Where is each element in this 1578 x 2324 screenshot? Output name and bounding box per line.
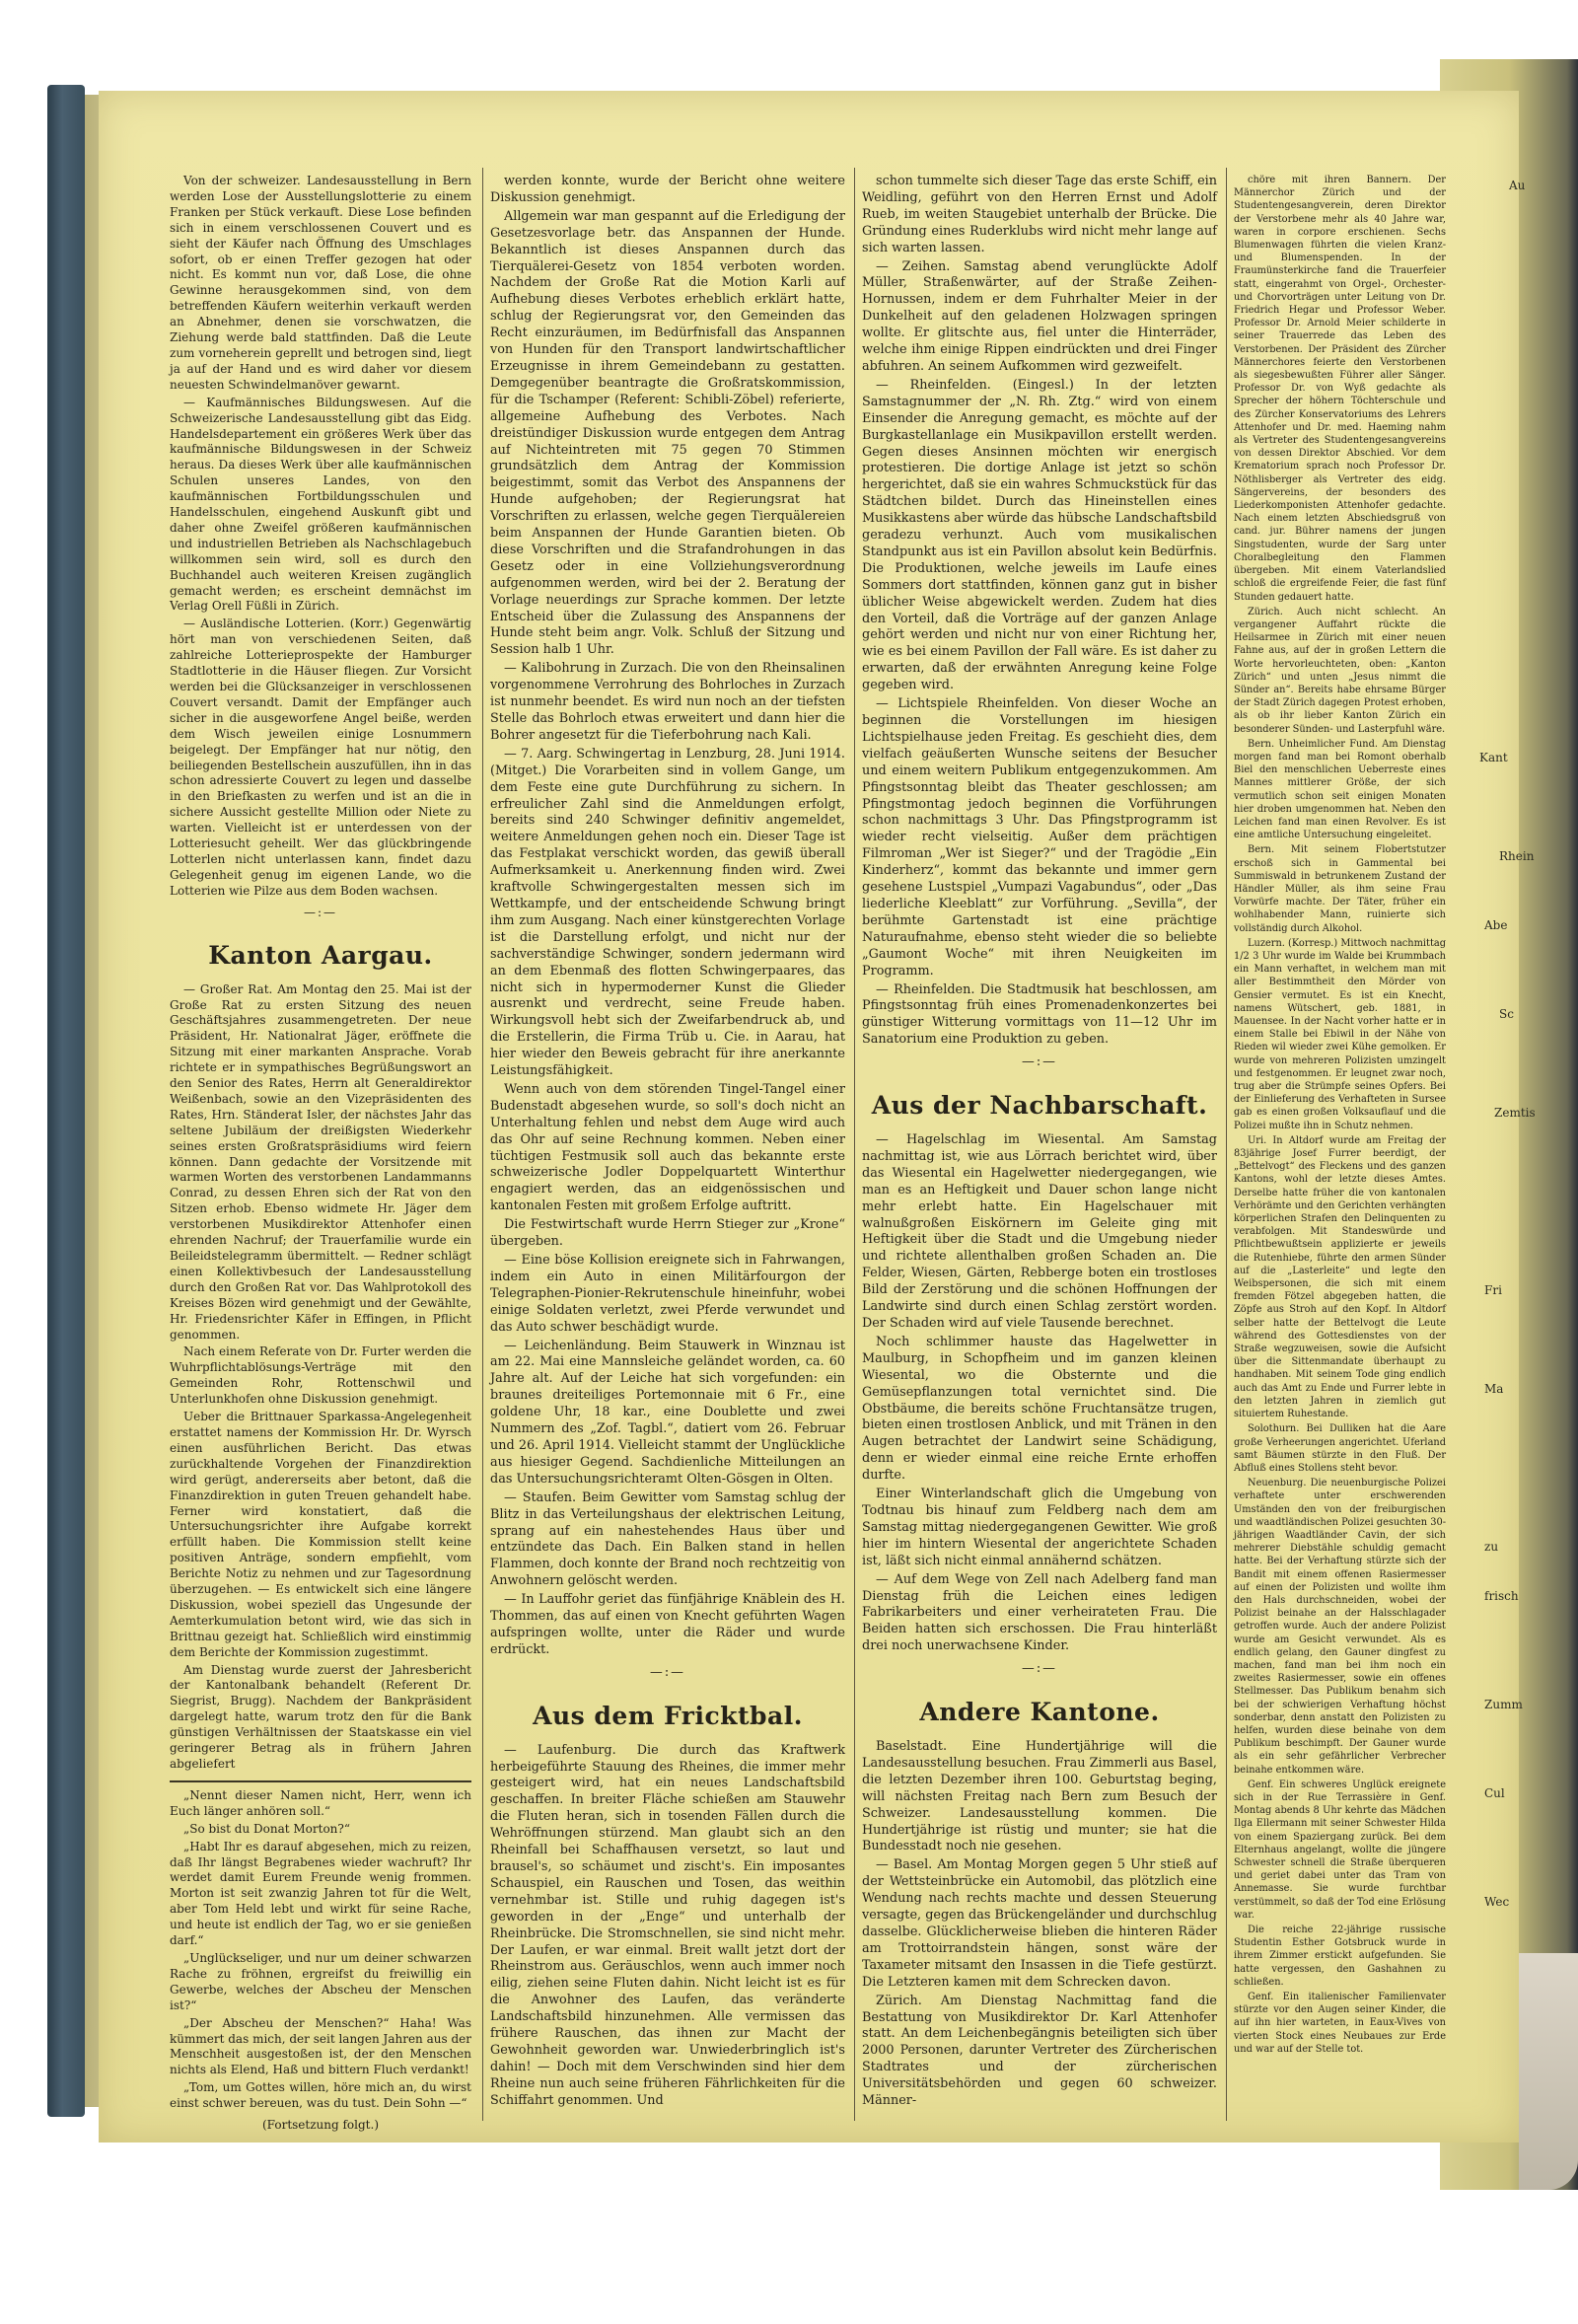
article-paragraph: Uri. In Altdorf wurde am Freitag der 83jährige Josef Furrer beerdigt, der „Bettelvogt“ des Fleckens und des ganzen Kantons, wohl der letzte dieses Amtes. Derselbe hatte früher die von kantonalen Verhörämte und den Gerichten verhängten körperlichen Strafen den Delinquenten zu verabfolgen. Mit Standeswürde und Pflichtbewußtsein applizierte er jeweils die Rutenhiebe, führte den armen Sünder auf die „Lasterleite“ und legte den Weibspersonen, die sich mit einem fremden Fötzel abgegeben hatten, die Zöpfe aus Stroh auf den Kopf. In Altdorf selber hatte der Bettelvogt die Leute während des Gottesdienstes von der Straße wegzuweisen, sowie die Aufsicht über die Sittenmandate überhaupt zu handhaben. Mit seinem Tode ging endlich auch das Amt zu Ende und Furrer lebte in den letzten Jahren in ziemlich gut situiertem Ruhestande. bbox=[1234, 1134, 1446, 1420]
separator: —:— bbox=[1022, 1661, 1057, 1677]
article-paragraph: — Ausländische Lotterien. (Korr.) Gegenwärtig hört man von verschiedenen Seiten, daß zahlreiche Lotterieprospekte der Hamburger Stadtlotterie in die Häuser fliegen. Zur Vorsicht werden bei die Glücksanzeiger in verschlossenen Couvert versandt. Damit der Empfänger auch sicher in die ausgeworfene Angel beiße, werden dem Wisch jeweilen einige Losnummern beigelegt. Der Empfänger hat nur nötig, den beiliegenden Bestellschein auszufüllen, ihn in das schon adressierte Couvert zu legen und dasselbe in den Briefkasten zu werfen und ist an die in sichere Aussicht gestellte Million oder Niete zu warten. Vielleicht ist er unterdessen von der Lotteriesucht geheilt. Wer das glückbringende Lotterlen nicht unterlassen kann, findet dazu Gelegenheit genug im eigenen Lande, wo die Lotterien wie Pilze aus dem Boden wachsen. bbox=[170, 617, 471, 898]
separator: —:— bbox=[650, 1664, 685, 1680]
article-paragraph: — Leichenländung. Beim Stauwerk in Winznau ist am 22. Mai eine Mannsleiche geländet worden, ca. 60 Jahre alt. Auf der Leiche hat sich vorgefunden: ein braunes dreiteiliges Portemonnaie mit 6 Fr., eine goldene Uhr, 18 kar., eine Doublette und zwei Nummern des „Zof. Tagbl.“, datiert vom 26. Februar und 26. April 1914. Vielleicht stammt der Unglückliche aus hiesiger Gegend. Sachdienliche Mitteilungen an das Untersuchungsrichteramt Olten-Gösgen in Olten. bbox=[490, 1338, 845, 1487]
facing-page-fragment: Ma bbox=[1484, 1382, 1504, 1396]
column-3 bbox=[862, 174, 1217, 2112]
article-paragraph: Neuenburg. Die neuenburgische Polizei verhaftete unter erschwerenden Umständen den von der freiburgischen und waadtländischen Polizei gesuchten 30-jährigen Waadtländer Cavin, der sich mehrerer Diebstähle schuldig gemacht hatte. Bei der Verhaftung stürzte sich der Bandit mit einem offenen Rasiermesser auf einen der Polizisten und wollte ihm den Hals durchschneiden, wobei der Polizist beinahe an der Halsschlagader getroffen wurde. Auch der andere Polizist wurde am Gesicht verwundet. Als es endlich gelang, den Gauner dingfest zu machen, fand man bei ihm noch ein zweites Rasiermesser, sowie ein offenes Stellmesser. Das Publikum benahm sich bei der schwierigen Verhaftung höchst sonderbar, denn anstatt den Polizisten zu helfen, wurden diese beinahe von dem Publikum beschimpft. Der Gauner wurde als ein sehr gefährlicher Verbrecher beinahe entkommen wäre. bbox=[1234, 1478, 1446, 1776]
article-paragraph: Wenn auch von dem störenden Tingel-Tangel einer Budenstadt abgesehen wurde, so soll's doch nicht an Unterhaltung fehlen und nebst dem Auge wird auch das Ohr auf seine Rechnung kommen. Neben einer tüchtigen Festmusik soll auch das bekannte erste schweizerische Jodler Doppelquartett Winterthur engagiert werden, das an eidgenössischen und kantonalen Festen mit großem Erfolge auftritt. bbox=[490, 1081, 845, 1214]
separator: —:— bbox=[1022, 1054, 1057, 1070]
article-paragraph: — Laufenburg. Die durch das Kraftwerk herbeigeführte Stauung des Rheines, die immer mehr gesteigert wird, hat ein neues Landschaftsbild geschaffen. In breiter Fläche schießen am Stauwehr die Fluten heran, sich in tosenden Fällen durch die Wehröffnungen stürzend. Man glaubt sich an den Rheinfall bei Schaffhausen versetzt, so laut und brausel's, so schäumet und zischt's. Ein imposantes Schauspiel, ein Rauschen und Tosen, das weithin vernehmbar ist. Stille und ruhig dagegen ist's geworden in der „Enge“ und unterhalb der Rheinbrücke. Die Stromschnellen, sie sind nicht mehr. Der Laufen, er war einmal. Breit wallt jetzt dort der Rheinstrom aus. Geräuschlos, wenn auch immer noch eilig, ziehen seine Fluten dahin. Nicht leicht ist es für die Anwohner des Laufen, das veränderte Landschaftsbild hinzunehmen. Alle vermissen das frühere Rauschen, das ihnen zur Macht der Gewohnheit geworden war. Unwiederbringlich ist's dahin! — Doch mit dem Verschwinden sind hier dem Rheine nun auch seine früheren Fährlichkeiten für die Schiffahrt genommen. Und bbox=[490, 1742, 845, 2108]
article-paragraph: — Großer Rat. Am Montag den 25. Mai ist der Große Rat zu ersten Sitzung des neuen Geschäftsjahres zusammengetreten. Der neue Präsident, Hr. Nationalrat Jäger, eröffnete die Sitzung mit einer markanten Ansprache. Vorab richtete er in sympathisches Begrüßungswort an den Senior des Rates, Herrn alt Generaldirektor Weißenbach, sowie an den Vizepräsidenten des Rates, Hrn. Ständerat Isler, der nächstes Jahr das seltene Jubiläum der dreißigsten Wiederkehr seines ersten Großratspräsidiums wird feiern können. Dann gedachte der Vorsitzende mit warmen Worten des verstorbenen Landammanns Conrad, zu dessen Ehren sich der Rat von den Sitzen erhob. Ebenso widmete Hr. Jäger dem verstorbenen Musikdirektor Attenhofer einen ehrenden Nachruf; der Trauerfamilie wurde ein Beileidstelegramm übermittelt. — Redner schlägt einen Kollektivbesuch der Landesausstellung durch den Großen Rat vor. Das Wahlprotokoll des Kreises Bözen wird genehmigt und der Gewählte, Hr. Friedensrichter Käfer in Effingen, in Pflicht genommen. bbox=[170, 981, 471, 1342]
article-paragraph: werden konnte, wurde der Bericht ohne weitere Diskussion genehmigt. bbox=[490, 174, 845, 205]
feuilleton-paragraph: „Der Abscheu der Menschen?“ Haha! Was kümmert das mich, der seit langen Jahren aus der Menschheit ausgestoßen ist, der den Menschen nichts als Elend, Haß und bittern Fluch verdankt! bbox=[170, 2015, 471, 2077]
column-rule-3 bbox=[1226, 168, 1227, 2121]
article-paragraph: Solothurn. Bei Dulliken hat die Aare große Verheerungen angerichtet. Uferland samt Bäumen stürzte in den Fluß. Der Abfluß eines Stollens steht bevor. bbox=[1234, 1423, 1446, 1474]
column-2 bbox=[490, 174, 845, 2112]
article-paragraph: Nach einem Referate von Dr. Furter werden die Wuhrpflichtablösungs-Verträge mit den Gemeinden Rohr, Rottenschwil und Unterlunkhofen ohne Diskussion genehmigt. bbox=[170, 1344, 471, 1407]
article-paragraph: Genf. Ein schweres Unglück ereignete sich in der Rue Terrassière in Genf. Montag abends 8 Uhr kehrte das Mädchen Ilga Ellermann mit seiner Schwester Hilda von einem Spaziergang zurück. Bei dem Elternhaus angelangt, wollte die jüngere Schwester schnell die Straße überqueren und geriet dabei unter das Tram von Annemasse. Sie wurde furchtbar verstümmelt, so daß der Tod eine Erlösung war. bbox=[1234, 1779, 1446, 1921]
book-binding bbox=[47, 85, 85, 2117]
facing-page-fragment: Cul bbox=[1484, 1786, 1505, 1800]
article-paragraph: Die Festwirtschaft wurde Herrn Stieger zur „Krone“ übergeben. bbox=[490, 1217, 845, 1250]
article-paragraph: Zürich. Am Dienstag Nachmittag fand die Bestattung von Musikdirektor Dr. Karl Attenhofer statt. An dem Leichenbegängnis beteiligten sich über 2000 Personen, darunter Vertreter des Zürcherischen Stadtrates und der zürcherischen Universitätsbehörden und gegen 60 schweizer. Männer- bbox=[862, 1993, 1217, 2109]
feuilleton-paragraph: „Tom, um Gottes willen, höre mich an, du wirst einst schwer bereuen, was du tust. Dein Sohn —“ bbox=[170, 2080, 471, 2111]
column-1 bbox=[170, 174, 471, 2134]
article-paragraph: — Rheinfelden. Die Stadtmusik hat beschlossen, am Pfingstsonntag früh eines Promenadenkonzertes bei günstiger Witterung vormittags von 11—12 Uhr im Sanatorium eine Produktion zu geben. bbox=[862, 981, 1217, 1048]
facing-page-fragment: zu bbox=[1484, 1540, 1499, 1554]
facing-page-fragment: Zumm bbox=[1484, 1698, 1523, 1711]
page-curl bbox=[1519, 1953, 1578, 2190]
facing-page-fragment: Kant bbox=[1479, 751, 1508, 764]
continued-note: (Fortsetzung folgt.) bbox=[262, 2118, 379, 2133]
article-paragraph: Noch schlimmer hauste das Hagelwetter in Maulburg, in Schopfheim und im ganzen kleinen Wiesental, wo die Obsternte und die Gemüsepflanzungen total vernichtet sind. Die Obstbäume, die bereits schöne Fruchtansätze trugen, bieten einen trostlosen Anblick, und mit Tränen in den Augen betrachtet der Landwirt seine Schädigung, denn er wieder einmal eine reiche Ernte erhoffen durfte. bbox=[862, 1334, 1217, 1484]
article-paragraph: — Rheinfelden. (Eingesl.) In der letzten Samstagnummer der „N. Rh. Ztg.“ wird von einem Einsender die Anregung gemacht, es möchte auf der Burgkastellanlage ein Musikpavillon erstellt werden. Gegen dieses Ansinnen möchten wir energisch protestieren. Die dortige Anlage ist jetzt so schön hergerichtet, daß sie ein wahres Schmuckstück für das Städtchen bildet. Durch das Hineinstellen eines Musikkastens aber würde das hübsche Landschaftsbild geradezu verhunzt. Auch vom musikalischen Standpunkt aus ist ein Pavillon absolut kein Bedürfnis. Die Produktionen, welche jeweils im Laufe eines Sommers dort stattfinden, können ganz gut in bisher üblicher Weise abgewickelt werden. Zudem hat dies den Vorteil, daß die Vorträge auf der ganzen Anlage gehört werden und nicht nur von einer Richtung her, wie es bei einem Pavillon der Fall wäre. Es ist daher zu erwarten, daß der erwähnten Anregung keine Folge gegeben wird. bbox=[862, 377, 1217, 693]
article-paragraph: schon tummelte sich dieser Tage das erste Schiff, ein Weidling, geführt von den Herren Ernst und Adolf Rueb, im weiten Staugebiet unterhalb der Brücke. Die Gründung eines Ruderklubs wird nicht mehr lange auf sich warten lassen. bbox=[862, 174, 1217, 255]
section-heading: Andere Kantone. bbox=[919, 1698, 1160, 1727]
article-paragraph: Von der schweizer. Landesausstellung in Bern werden Lose der Ausstellungslotterie zu einem Franken per Stück verkauft. Diese Lose befinden sich in einem verschlossenen Couvert und es sieht der Käufer nach Öffnung des Umschlages sofort, ob er einen Treffer gezogen hat oder nicht. Es kommt nun vor, daß Lose, die ohne Gewinne herausgekommen sind, von dem betreffenden Käufern weiterhin verkauft werden an Abnehmer, denen sie vorschwatzen, die Ziehung werde bald stattfinden. Daß die Leute zum vorneherein geprellt und betrogen sind, liegt ja auf der Hand und es wird daher vor diesem neuesten Schwindelmanöver gewarnt. bbox=[170, 174, 471, 392]
facing-page-fragment: Abe bbox=[1484, 918, 1508, 932]
article-paragraph: — Hagelschlag im Wiesental. Am Samstag nachmittag ist, wie aus Lörrach berichtet wird, über das Wiesental ein Hagelwetter niedergegangen, wie man es an Heftigkeit und Dauer schon lange nicht mehr erlebt hatte. Ein Hagelschauer mit walnußgroßen Eiskörnern im Geleite ging mit Heftigkeit über die Stadt und die Umgebung nieder und richtete allenthalben großen Schaden an. Die Felder, Wiesen, Gärten, Rebberge boten ein trostloses Bild der Zerstörung und die schönen Hoffnungen der Landwirte sind durch einen Schlag zerstört worden. Der Schaden wird auf viele Tausende berechnet. bbox=[862, 1132, 1217, 1331]
separator: —:— bbox=[303, 905, 338, 919]
facing-page-fragment: Zemtis bbox=[1494, 1106, 1536, 1120]
article-paragraph: Zürich. Auch nicht schlecht. An vergangener Auffahrt rückte die Heilsarmee in Zürich mit einer neuen Fahne aus, auf der in großen Lettern die Worte hervorleuchteten, oben: „Kanton Zürich“ und unten „Jesus nimmt die Sünder an“. Bereits habe ehrsame Bürger der Stadt Zürich dagegen Protest erhoben, als ob ihr lieber Kanton Zürich ein besonderer Sünden- und Lasterpfuhl wäre. bbox=[1234, 606, 1446, 735]
article-paragraph: — Basel. Am Montag Morgen gegen 5 Uhr stieß auf der Wettsteinbrücke ein Automobil, das plötzlich eine Wendung nach rechts machte und dessen Steuerung versagte, gegen das Brückengeländer und durchschlug dasselbe. Glücklicherweise blieben die hinteren Räder am Trottoirrandstein hängen, sonst wäre der Taxameter mitsamt den Insassen in die Tiefe gestürzt. Die Letzteren kamen mit dem Schrecken davon. bbox=[862, 1857, 1217, 1990]
facing-page-fragment: frisch bbox=[1484, 1589, 1519, 1603]
feuilleton-paragraph: „So bist du Donat Morton?“ bbox=[183, 1821, 350, 1836]
article-paragraph: — 7. Aarg. Schwingertag in Lenzburg, 28. Juni 1914. (Mitget.) Die Vorarbeiten sind in vollem Gange, um dem Feste eine gute Durchführung zu sichern. In erfreulicher Zahl sind die Anmeldungen erfolgt, bereits sind 240 Schwinger definitiv angemeldet, weitere Anmeldungen gehen noch ein. Dieser Tage ist das Festplakat verschickt worden, das gewiß überall Aufmerksamkeit u. Anerkennung finden wird. Zwei kraftvolle Schwingergestalten messen sich im Wettkampfe, und der entscheidende Schwung bringt ihm zum Ausgang. Nach einer künstgerechten Vorlage ist die Darstellung erfolgt, und nicht nur der sachverständige Schwinger, sondern jedermann wird an dem Ebenmaß des flotten Schwingerpaares, das nicht sich in hypermoderner Kunst die Glieder ausrenkt und verdrecht, seine Freude haben. Wirkungsvoll hebt sich der Zweifarbendruck ab, und die Erstellerin, die Firma Trüb u. Cie. in Aarau, hat hier wieder den Beweis gebracht für ihre anerkannte Leistungsfähigkeit. bbox=[490, 746, 845, 1079]
column-4 bbox=[1234, 174, 1446, 2058]
article-paragraph: — Staufen. Beim Gewitter vom Samstag schlug der Blitz in das Verteilungshaus der elektrischen Leitung, sprang auf ein nahestehendes Haus über und entzündete das Dach. Ein Balken stand in hellen Flammen, doch konnte der Brand noch rechtzeitig von Anwohnern gelöscht werden. bbox=[490, 1489, 845, 1589]
section-heading: Aus der Nachbarschaft. bbox=[871, 1091, 1208, 1121]
article-paragraph: Ueber die Brittnauer Sparkassa-Angelegenheit erstattet namens der Kommission Hr. Dr. Wyrsch einen ausführlichen Bericht. Das etwas zurückhaltende Vorgehen der Finanzdirektion wird gerügt, andererseits aber betont, daß die Finanzdirektion in guten Treuen gehandelt habe. Ferner wird konstatiert, daß die Untersuchungsrichter ihre Aufgabe korrekt erfüllt haben. Die Kommission stellt keine positiven Anträge, sondern empfiehlt, vom Berichte Notiz zu nehmen und zur Tagesordnung überzugehen. — Es entwickelt sich eine längere Diskussion, wobei speziell das Ungesunde der Aemterkumulation betont wird, wie das sich in Brittnau gezeigt hat. Schließlich wird einstimmig dem Berichte der Kommission zugestimmt. bbox=[170, 1410, 471, 1659]
facing-page-fragment: Sc bbox=[1499, 1007, 1514, 1021]
feuilleton-paragraph: „Nennt dieser Namen nicht, Herr, wenn ich Euch länger anhören soll.“ bbox=[170, 1787, 471, 1818]
article-paragraph: Genf. Ein italienischer Familienvater stürzte vor den Augen seiner Kinder, die auf ihn hier warteten, in Eaux-Vives von vierten Stock eines Neubaues zur Erde und war auf der Stelle tot. bbox=[1234, 1992, 1446, 2055]
article-paragraph: Bern. Unheimlicher Fund. Am Dienstag morgen fand man bei Romont oberhalb Biel den menschlichen Ueberreste eines Mannes mittlerer Größe, der sich vermutlich schon seit einigen Monaten hier droben umgenommen hat. Neben den Leichen fand man einen Revolver. Es ist eine amtliche Untersuchung eingeleitet. bbox=[1234, 738, 1446, 841]
article-paragraph: — Zeihen. Samstag abend verunglückte Adolf Müller, Straßenwärter, auf der Straße Zeihen-Hornussen, indem er dem Fuhrhalter Meier in der Dunkelheit auf den geladenen Holzwagen springen wollte. Er glitschte aus, fiel unter die Hinterräder, welche ihm einige Rippen eindrückten und drei Finger abfuhren. An seinem Aufkommen wird gezweifelt. bbox=[862, 258, 1217, 374]
section-heading: Kanton Aargau. bbox=[208, 940, 433, 970]
facing-page-fragment: Rhein bbox=[1499, 849, 1535, 863]
article-paragraph: — Kaufmännisches Bildungswesen. Auf die Schweizerische Landesausstellung gibt das Eidg. Handelsdepartement ein größeres Werk über das kaufmännische Bildungswesen in der Schweiz heraus. Da dieses Werk über alle kaufmännischen Schulen unseres Landes, von den kaufmännischen Fortbildungsschulen und Handelsschulen, eingehend Auskunft gibt und daher ohne Zweifel größeren kaufmännischen und industriellen Betrieben als Nachschlagebuch willkommen sein wird, soll es durch den Buchhandel auch weiteren Kreisen zugänglich gemacht werden; es erscheint demnächst im Verlag Orell Füßli in Zürich. bbox=[170, 395, 471, 614]
article-paragraph: — Eine böse Kollision ereignete sich in Fahrwangen, indem ein Auto in einen Militärfourgon der Telegraphen-Pionier-Rekrutenschule hineinfuhr, wobei einige Soldaten verletzt, zwei Pferde verwundet und das Auto schwer beschädigt wurde. bbox=[490, 1253, 845, 1335]
article-paragraph: chöre mit ihren Bannern. Der Männerchor Zürich und der Studentengesangverein, deren Direktor der Verstorbene mehr als 40 Jahre war, waren in corpore erschienen. Sechs Blumenwagen führten die vielen Kranz- und Blumenspenden. In der Fraumünsterkirche fand die Trauerfeier statt, eingerahmt von Orgel-, Orchester- und Chorvorträgen unter Leitung von Dr. Friedrich Hegar und Professor Weber. Professor Dr. Arnold Meier schilderte in seiner Trauerrede das Leben des Verstorbenen. Der Präsident des Zürcher Männerchores feierte den Verstorbenen als siegesbewußten Führer aller Sänger. Professor Dr. von Wyß gedachte als Sprecher der höhern Töchterschule und des Zürcher Konservatoriums des Lehrers Attenhofer und Dr. med. Haeming nahm als Vertreter des Studentengesangvereins von dessen Direktor Abschied. Vor dem Krematorium sprach noch Professor Dr. Nöthlisberger als Vertreter des eidg. Sängervereins, der besonders des Liederkomponisten Attenhofer gedachte. Nach einem letzten Abschiedsgruß von cand. jur. Bührer namens der jungen Singstudenten, wurde der Sarg unter Choralbegleitung den Flammen übergeben. Mit einem Vaterlandslied schloß die ergreifende Feier, die fast fünf Stunden gedauert hatte. bbox=[1234, 175, 1446, 603]
facing-page-fragment: Au bbox=[1509, 179, 1526, 192]
article-paragraph: Die reiche 22-jährige russische Studentin Esther Gotsbruck wurde in ihrem Zimmer erstickt aufgefunden. Sie hatte vergessen, den Gashahnen zu schließen. bbox=[1234, 1925, 1446, 1988]
article-paragraph: — Lichtspiele Rheinfelden. Von dieser Woche an beginnen die Vorstellungen im hiesigen Lichtspielhause jeden Freitag. Es geschieht dies, dem vielfach geäußerten Wunsche seitens der Besucher und einem weitern Publikum entgegenzukommen. Am Pfingstsonntag bleibt das Theater geschlossen; am Pfingstmontag jedoch beginnen die Vorführungen schon nachmittags 3 Uhr. Das Pfingstprogramm ist wieder recht vielseitig. Außer dem prächtigen Filmroman „Wer ist Sieger?“ und der Tragödie „Ein Kinderherz“, kommt das bekannte und immer gern gesehene Lustspiel „Vumpazi Vagabundus“, oder „Das liederliche Kleeblatt“ zur Vorführung. „Sevilla“, der berühmte Gartenstadt ist eine prächtige Naturaufnahme, ebenso steht wieder die so beliebte „Gaumont Woche“ mit ihren Neuigkeiten im Programm. bbox=[862, 696, 1217, 979]
column-rule-2 bbox=[854, 168, 855, 2121]
article-paragraph: Bern. Mit seinem Flobertstutzer erschoß sich in Gammental bei Summiswald in betrunkenem Zustand der Händler Müller, als ihm seine Frau Vorwürfe machte. Der Täter, früher ein wohlhabender Mann, ruinierte sich vollständig durch Alkohol. bbox=[1234, 844, 1446, 934]
feuilleton-paragraph: „Unglückseliger, und nur um deiner schwarzen Rache zu fröhnen, ergreifst du freiwillig ein Gewerbe, welches der Abscheu der Menschen ist?“ bbox=[170, 1950, 471, 2012]
article-paragraph: Einer Winterlandschaft glich die Umgebung von Todtnau bis hinauf zum Feldberg nach dem am Samstag mittag niedergegangenen Gewitter. Wie groß hier im hintern Wiesental der angerichtete Schaden ist, läßt sich nicht einmal annähernd schätzen. bbox=[862, 1487, 1217, 1568]
column-rule-1 bbox=[482, 168, 483, 2121]
article-paragraph: Luzern. (Korresp.) Mittwoch nachmittag 1/2 3 Uhr wurde im Walde bei Krummbach ein Mann verhaftet, in welchem man mit aller Bestimmtheit den Mörder von Gensier vermutet. Es ist ein Knecht, namens Wütschert, geb. 1881, in Mauensee. In der Nacht vorher hatte er in einem Stalle bei Ebiwil in der Nähe von Rieden wil wieder zwei Kühe gemolken. Er wurde von mehreren Polizisten umzingelt und festgenommen. Er leugnet zwar noch, trug aber die Strümpfe seines Opfers. Bei der Einlieferung des Verhafteten in Sursee gab es einen großen Volksauflauf und die Polizei mußte ihn in Schutz nehmen. bbox=[1234, 937, 1446, 1131]
feuilleton-rule bbox=[170, 1780, 471, 1782]
article-paragraph: — In Lauffohr geriet das fünfjährige Knäblein des H. Thommen, das auf einen von Knecht geführten Wagen aufspringen wollte, unter die Räder und wurde erdrückt. bbox=[490, 1592, 845, 1657]
article-paragraph: Allgemein war man gespannt auf die Erledigung der Gesetzesvorlage betr. das Anspannen der Hunde. Bekanntlich ist dieses Anspannen durch das Tierquälerei-Gesetz von 1854 verboten worden. Nachdem der Große Rat die Motion Karli auf Aufhebung dieses Verbotes erheblich erklärt hatte, schlug der Regierungsrat vor, den Gemeinden das Recht einzuräumen, im Bedürfnisfall das Anspannen von Hunden für den Transport landwirtschaftlicher Erzeugnisse in ihrem Gemeindebann zu gestatten. Demgegenüber beantragte die Großratskommission, für die Tschamper (Referent: Schibli-Zöbel) referierte, allgemeine Aufhebung des Verbotes. Nach dreistündiger Diskussion wurde entgegen dem Antrag auf Nichteintreten mit 75 gegen 70 Stimmen grundsätzlich dem Antrag der Kommission beigestimmt, somit das Verbot des Anspannens der Hunde aufgehoben; der Regierungsrat hat Vorschriften zu erlassen, welche gegen Tierquälereien beim Anspannen der Hunde Garantien bieten. Ob diese Vorschriften und die Strafandrohungen in das Gesetz oder in eine Vollziehungsverordnung aufgenommen werden, wird bei der 2. Beratung der Vorlage neuerdings zur Sprache kommen. Der letzte Entscheid über die Zulassung des Anspannens der Hunde steht beim angr. Volk. Schluß der Sitzung und Session halb 1 Uhr. bbox=[490, 208, 845, 658]
article-paragraph: — Auf dem Wege von Zell nach Adelberg fand man Dienstag früh die Leichen eines ledigen Fabrikarbeiters und einer verheirateten Frau. Die Beiden hatten sich erschossen. Die Frau hinterläßt drei noch unerwachsene Kinder. bbox=[862, 1571, 1217, 1654]
facing-page-fragment: Fri bbox=[1484, 1283, 1502, 1297]
article-paragraph: — Kalibohrung in Zurzach. Die von den Rheinsalinen vorgenommene Verrohrung des Bohrloches in Zurzach ist nunmehr beendet. Es wird nun noch an der tiefsten Stelle das Bohrloch etwas erweitert und dann hier die Bohrer angesetzt für die Tieferbohrung nach Kali. bbox=[490, 661, 845, 743]
facing-page-fragment: Wec bbox=[1484, 1895, 1510, 1909]
article-paragraph: Am Dienstag wurde zuerst der Jahresbericht der Kantonalbank behandelt (Referent Dr. Siegrist, Brugg). Nachdem der Bankpräsident dargelegt hatte, warum trotz den für die Bank günstigen Verhältnissen der Staatskasse ein viel geringerer Betrag als in frühern Jahren abgeliefert bbox=[170, 1662, 471, 1771]
feuilleton-paragraph: „Habt Ihr es darauf abgesehen, mich zu reizen, daß Ihr längst Begrabenes wieder wachruft? Ihr werdet damit Eurem Freunde wenig frommen. Morton ist seit zwanzig Jahren tot für die Welt, aber Tom Held lebt und wirkt für seine Rache, und heute ist endlich der Tag, wo er sie genießen darf.“ bbox=[170, 1839, 471, 1948]
article-paragraph: Baselstadt. Eine Hundertjährige will die Landesausstellung besuchen. Frau Zimmerli aus Basel, die letzten Dezember ihren 100. Geburtstag beging, will nächsten Freitag nach Bern zum Besuch der Schweizer. Landesausstellung kommen. Die Hundertjährige ist rüstig und munter; sie hat die Bundesstadt noch nie gesehen. bbox=[862, 1739, 1217, 1854]
section-heading: Aus dem Fricktbal. bbox=[533, 1701, 803, 1730]
